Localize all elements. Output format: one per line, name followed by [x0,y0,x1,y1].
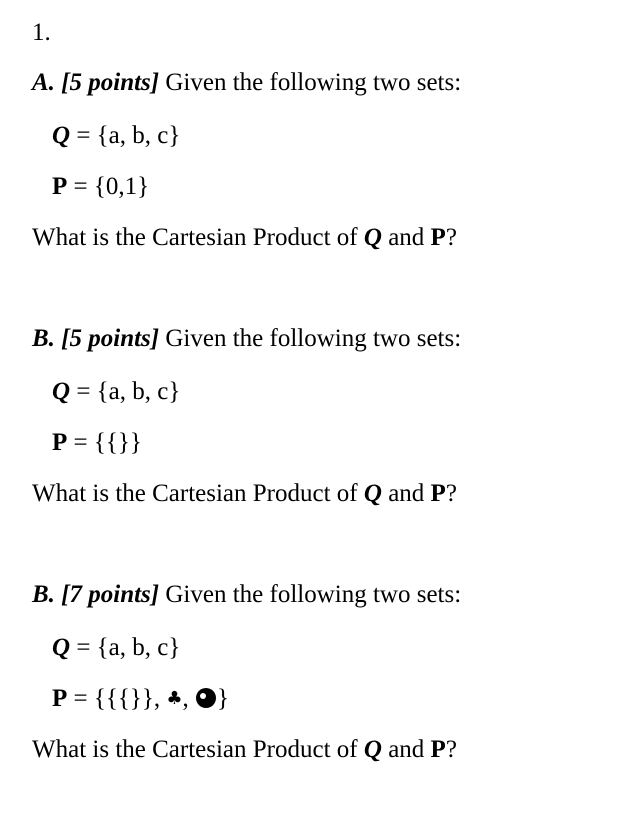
part-b-set-p [52,428,142,458]
part-a-intro: Given the following two sets: [159,69,462,96]
part-b-set-q [52,377,180,407]
question-q-variable: Q [363,480,382,507]
set-p-definition: = {{}} [67,429,142,456]
question-p-variable: P [430,736,446,763]
part-c-question [32,735,457,765]
set-p-definition: = {0,1} [67,173,150,200]
set-q-variable: Q [52,122,71,149]
set-q-variable: Q [52,378,71,405]
set-q-definition: = {a, b, c} [70,122,181,149]
set-q-variable: Q [52,634,71,661]
club-suit-icon: ♣ [166,688,183,709]
set-q-definition: = {a, b, c} [70,634,181,661]
part-c-set-q [52,633,180,663]
part-a-question [32,223,457,253]
question-and: and [381,480,431,507]
set-p-comma: , [182,685,196,712]
question-text: What is the Cartesian Product of [32,480,364,507]
question-q-variable: Q [363,736,382,763]
part-b-intro: Given the following two sets: [159,325,462,352]
question-and: and [381,224,431,251]
question-q-variable: Q [363,224,382,251]
question-text: What is the Cartesian Product of [32,736,364,763]
part-b-label: B. [5 points] [32,325,160,352]
part-b-heading [32,324,461,354]
question-mark: ? [445,224,457,251]
part-b-question [32,479,457,509]
set-p-variable: P [52,429,68,456]
set-p-variable: P [52,173,68,200]
eight-ball-icon [196,688,216,708]
part-c-set-p [52,684,229,714]
set-q-definition: = {a, b, c} [70,378,181,405]
question-mark: ? [445,480,457,507]
part-a-label: A. [5 points] [32,69,160,96]
question-number: 1. [32,19,51,46]
question-p-variable: P [430,480,446,507]
part-a-set-q [52,121,180,151]
part-c-heading [32,580,461,610]
part-c-intro: Given the following two sets: [159,581,462,608]
part-c-label: B. [7 points] [32,581,160,608]
question-and: and [381,736,431,763]
part-a-heading [32,68,461,98]
set-p-definition-end: } [217,685,230,712]
question-text: What is the Cartesian Product of [32,224,364,251]
question-mark: ? [445,736,457,763]
part-a-set-p [52,172,149,202]
question-p-variable: P [430,224,446,251]
set-p-variable: P [52,685,68,712]
set-p-definition-start: = {{{}}, [67,685,167,712]
